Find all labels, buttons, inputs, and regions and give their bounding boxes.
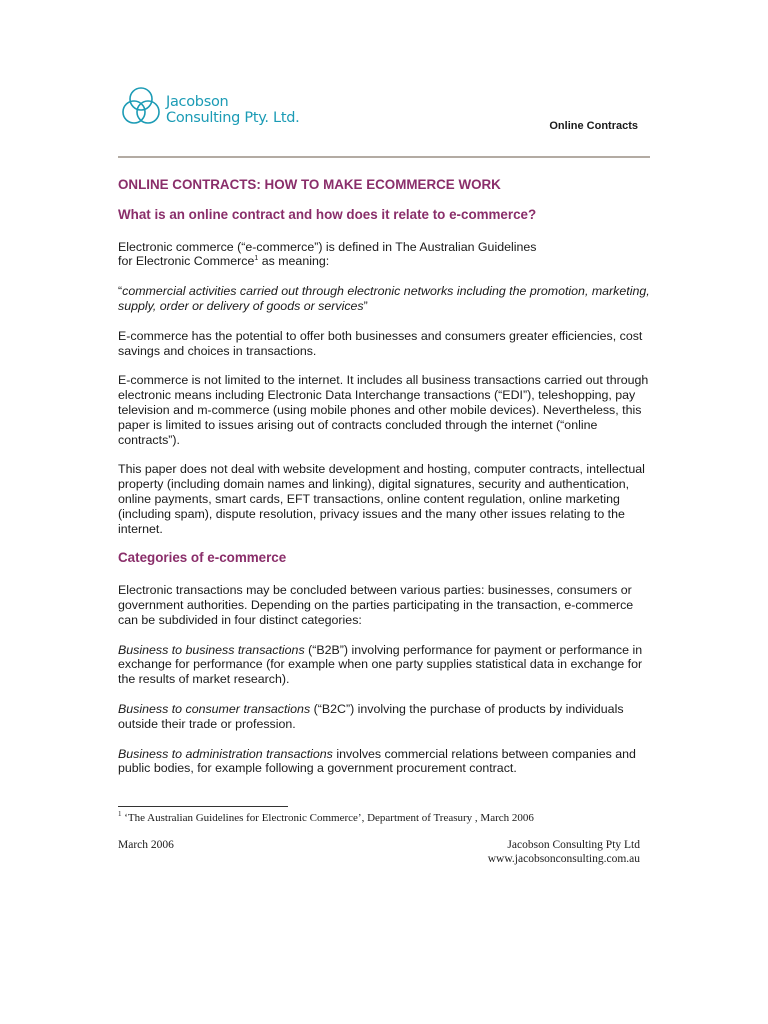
document-title: ONLINE CONTRACTS: HOW TO MAKE ECOMMERCE WORK	[118, 177, 501, 192]
paragraph-efficiencies: E-commerce has the potential to offer both businesses and consumers greater efficiencies, cost savings and choices in transactions.	[118, 328, 643, 358]
footer-date: March 2006	[118, 839, 174, 851]
logo-line-1: Jacobson	[166, 94, 229, 110]
footnote-number: 1	[118, 810, 122, 818]
paragraph-quote	[118, 284, 650, 314]
definition-line-2b: as meaning:	[258, 254, 330, 269]
quote-text: commercial activities carried out through electronic networks including the promotion, marketing, supply, order or delivery of goods or services	[118, 284, 650, 313]
definition-line-1: Electronic commerce (“e-commerce”) is defined in The Australian Guidelines	[118, 239, 537, 254]
footer-website: www.jacobsonconsulting.com.au	[487, 852, 640, 865]
footnote-divider	[118, 806, 288, 807]
quote-close: ”	[363, 298, 368, 313]
b2b-description: (“B2B”) involving performance for payment or performance in exchange for performance (for example when one party supplies statistical data in exchange for the results of market research).	[118, 642, 643, 687]
company-logo	[120, 86, 320, 132]
b2c-description: (“B2C”) involving the purchase of products by individuals outside their trade or profession.	[118, 701, 624, 731]
paragraph-b2a	[118, 747, 650, 777]
logo-line-2: Consulting Pty. Ltd.	[166, 110, 300, 126]
paragraph-exclusions: This paper does not deal with website development and hosting, computer contracts, intellectual property (including domain names and linking), digital signatures, security and authentication, online payments, smart cards, EFT transactions, online content regulation, online marketing (including spam), dispute resolution, privacy issues and the many other issues relating to the internet.	[118, 462, 645, 536]
footer-company: Jacobson Consulting Pty Ltd	[507, 839, 640, 851]
interlocking-circles-icon	[120, 86, 162, 128]
b2a-term: Business to administration transactions	[118, 746, 333, 761]
footnote-text: ‘The Australian Guidelines for Electronic Commerce’, Department of Treasury , March 2006	[121, 812, 534, 824]
paragraph-b2b	[118, 643, 650, 687]
footnote	[118, 812, 534, 824]
paragraph-scope: E-commerce is not limited to the internet. It includes all business transactions carried out through electronic means including Electronic Data Interchange transactions (“EDI”), teleshopping, pay television and m-commerce (using mobile phones and other mobile devices). Nevertheless, this paper is limited to issues arising out of contracts concluded through the internet (“online contracts”).	[118, 373, 649, 447]
b2b-term: Business to business transactions	[118, 642, 305, 657]
section-heading-categories: Categories of e-commerce	[118, 550, 287, 566]
b2a-description: involves commercial relations between companies and public bodies, for example following a government procurement contract.	[118, 746, 636, 776]
paragraph-categories-intro: Electronic transactions may be concluded between various parties: businesses, consumers or government authorities. Depending on the parties participating in the transaction, e-commerce can be subdivided in four distinct categories:	[118, 583, 634, 627]
logo-text	[166, 94, 299, 126]
paragraph-definition	[118, 240, 650, 270]
b2c-term: Business to consumer transactions	[118, 701, 311, 716]
document-body	[118, 170, 650, 791]
footnote-ref: 1	[254, 255, 259, 263]
footer-company-info	[488, 839, 640, 866]
paragraph-b2c	[118, 702, 650, 732]
quote-open: “	[118, 284, 123, 299]
definition-line-2a: for Electronic Commerce	[118, 254, 255, 269]
header-label: Online Contracts	[549, 120, 638, 132]
section-heading-online-contract: What is an online contract and how does it relate to e-commerce?	[118, 206, 537, 222]
header-divider	[118, 156, 650, 158]
